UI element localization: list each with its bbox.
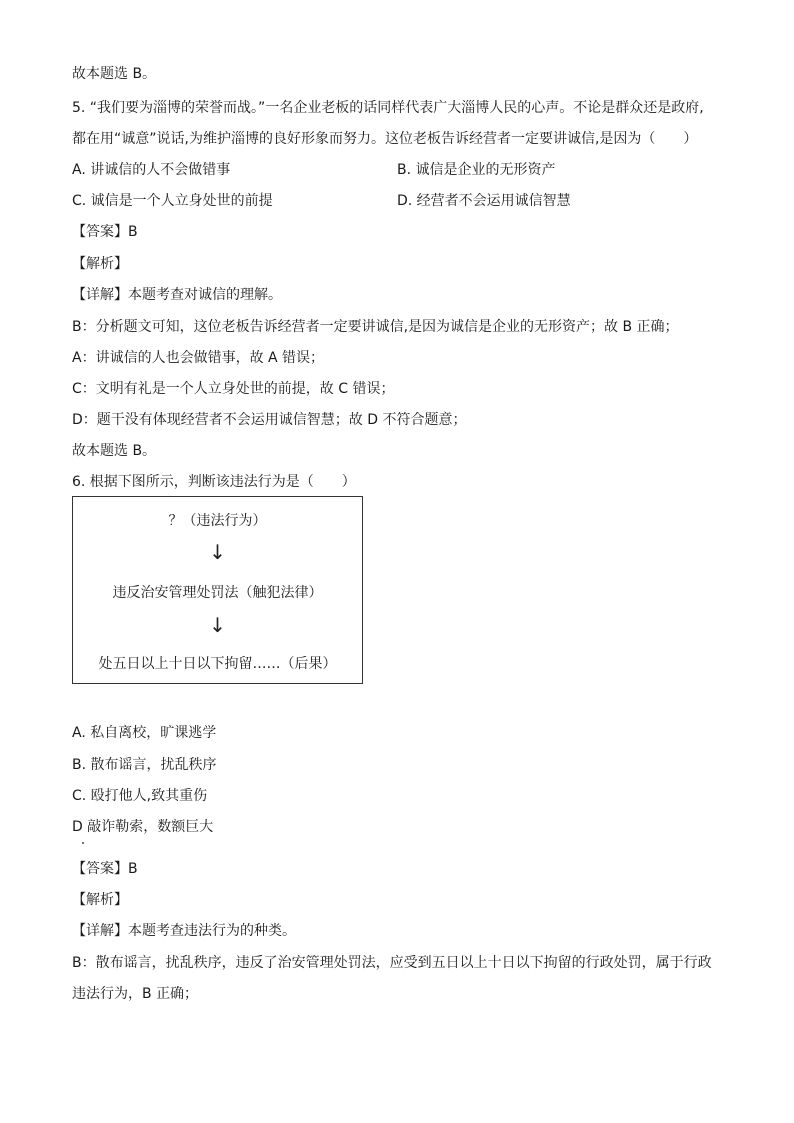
down-arrow-icon: ↓ — [209, 613, 226, 637]
question-5-detail: 【详解】本题考查对诚信的理解。 — [72, 287, 282, 303]
question-6-option-d: D 敲诈勒索，数额巨大 — [72, 819, 214, 835]
question-5-option-a: A. 讲诚信的人不会做错事 — [72, 162, 231, 178]
stray-dot — [82, 842, 84, 844]
question-5-stem-line-1: 5. “我们要为淄博的荣誉而战。”一名企业老板的话同样代表广大淄博人民的心声。不论是群众还是政府, — [72, 100, 704, 116]
down-arrow-icon: ↓ — [209, 540, 226, 564]
question-6-explain-b-line-1: B：散布谣言，扰乱秩序，违反了治安管理处罚法，应受到五日以上十日以下拘留的行政处罚，属于行政 — [72, 955, 712, 971]
question-6-stem: 6. 根据下图所示，判断该违法行为是（ ） — [72, 474, 356, 490]
question-5-option-d: D. 经营者不会运用诚信智慧 — [397, 193, 571, 209]
question-5-explain-d: D：题干没有体现经营者不会运用诚信智慧；故 D 不符合题意； — [72, 412, 467, 428]
question-5-explain-c: C：文明有礼是一个人立身处世的前提，故 C 错误； — [72, 381, 395, 397]
question-6-analysis-label: 【解析】 — [72, 892, 128, 908]
question-5-conclusion: 故本题选 B。 — [72, 443, 157, 459]
question-5-answer: 【答案】B — [72, 224, 138, 240]
conclusion-line: 故本题选 B。 — [72, 66, 157, 82]
question-5-option-b: B. 诚信是企业的无形资产 — [397, 162, 556, 178]
question-5-explain-b: B：分析题文可知，这位老板告诉经营者一定要讲诚信,是因为诚信是企业的无形资产；故 B 正确； — [72, 319, 679, 335]
question-6-explain-b-line-2: 违法行为，B 正确； — [72, 986, 199, 1002]
flowchart-step-2: 违反治安管理处罚法（触犯法律） — [112, 585, 323, 601]
question-6-detail: 【详解】本题考查违法行为的种类。 — [72, 923, 296, 939]
flowchart-step-1: ？（违法行为） — [168, 513, 267, 529]
flowchart-box — [72, 496, 363, 684]
question-5-analysis-label: 【解析】 — [72, 256, 128, 272]
question-6-option-c: C. 殴打他人,致其重伤 — [72, 788, 208, 804]
flowchart-step-3: 处五日以上十日以下拘留……（后果） — [98, 656, 337, 672]
question-5-stem-line-2: 都在用“诚意”说话,为维护淄博的良好形象而努力。这位老板告诉经营者一定要讲诚信,是因为（ ） — [72, 131, 698, 147]
question-6-option-b: B. 散布谣言，扰乱秩序 — [72, 757, 217, 773]
question-5-explain-a: A：讲诚信的人也会做错事，故 A 错误； — [72, 350, 325, 366]
question-6-answer: 【答案】B — [72, 861, 138, 877]
question-5-option-c: C. 诚信是一个人立身处世的前提 — [72, 193, 273, 209]
question-6-option-a: A. 私自离校，旷课逃学 — [72, 725, 217, 741]
